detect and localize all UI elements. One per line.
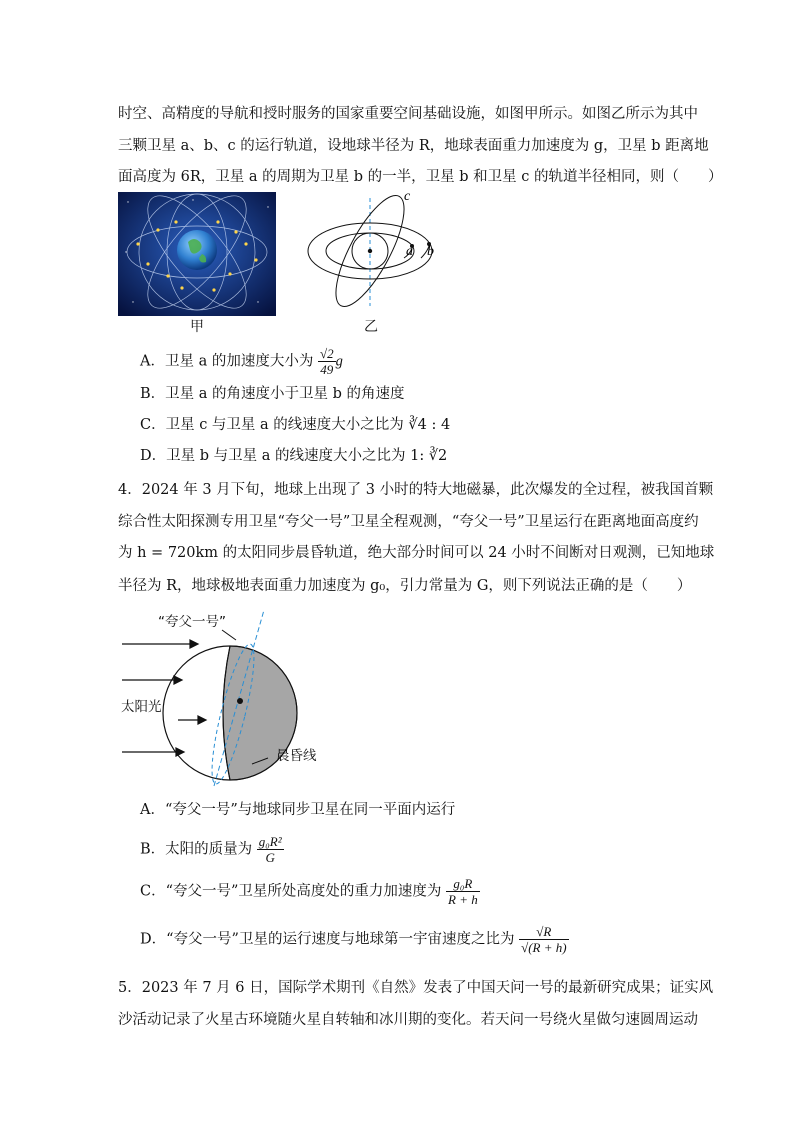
q4-fig-label-sunlight: 太阳光 [121,699,162,715]
q4-option-c [140,876,480,907]
q3-stem-line-1: 时空、高精度的导航和授时服务的国家重要空间基础设施，如图甲所示。如图乙所示为其中 [118,106,698,122]
q4-stem-line-2: 综合性太阳探测专用卫星“夸父一号”卫星全程观测，“夸父一号”卫星运行在距离地面高度约 [118,514,699,530]
q4-option-b [140,834,284,865]
q4-option-d [140,924,569,955]
q4-stem-line-3: 为 h = 720km 的太阳同步晨昏轨道，绝大部分时间可以 24 小时不间断对日观测，已知地球 [118,545,715,561]
q4-option-c-text: C．“夸父一号”卫星所处高度处的重力加速度为 [140,883,442,900]
figure-yi-caption: 乙 [364,319,378,335]
figure-jia-caption: 甲 [190,319,204,335]
q3-option-d: D．卫星 b 与卫星 a 的线速度大小之比为 1: ∛2 [140,448,448,464]
q4-option-d-fraction [519,924,569,955]
q4-option-b-numerator: g₀R² [258,834,282,849]
q3-option-a-denominator: 49 [320,362,334,377]
q3-option-a-numerator: √2 [319,346,334,361]
q3-option-a [140,346,343,377]
q4-fig-label-terminator: 晨昏线 [276,748,317,764]
q4-option-b-fraction [257,834,284,865]
fig-yi-label-a: a [406,244,413,259]
fig-yi-label-b: b [427,244,434,259]
q3-option-a-text: A．卫星 a 的加速度大小为 [140,353,314,370]
q3-option-a-suffix: g [335,353,343,370]
q4-option-d-numerator: √R [519,924,569,940]
q3-option-b: B．卫星 a 的角速度小于卫星 b 的角速度 [140,386,405,402]
q4-option-c-fraction [446,876,480,907]
figure-jia-beidou-image [118,192,276,316]
q3-option-a-fraction [318,346,336,377]
figure-yi-orbit-diagram [300,188,450,312]
q3-stem-line-3: 面高度为 6R，卫星 a 的周期为卫星 b 的一半，卫星 b 和卫星 c 的轨道半径相同，则（ ） [118,169,723,185]
q5-stem-line-2: 沙活动记录了火星古环境随火星自转轴和冰川期的变化。若天问一号绕火星做匀速圆周运动 [118,1012,698,1028]
fig-yi-label-c: c [404,189,411,204]
q4-option-c-denominator: R + h [448,892,478,907]
q4-option-c-numerator: g₀R [446,876,480,892]
q4-option-a: A．“夸父一号”与地球同步卫星在同一平面内运行 [140,802,456,818]
q4-stem-line-1: 4．2024 年 3 月下旬，地球上出现了 3 小时的特大地磁暴，此次爆发的全过程，被我国首颗 [118,482,714,498]
q3-stem-line-2: 三颗卫星 a、b、c 的运行轨道，设地球半径为 R，地球表面重力加速度为 g，卫星 b 距离地 [118,138,709,154]
q5-stem-line-1: 5．2023 年 7 月 6 日，国际学术期刊《自然》发表了中国天问一号的最新研究成果；证实风 [118,980,714,996]
q4-fig-label-satellite: “夸父一号” [158,614,226,630]
q4-option-b-denominator: G [265,850,275,865]
q3-option-c: C．卫星 c 与卫星 a 的线速度大小之比为 ∛4 : 4 [140,417,451,433]
q4-stem-line-4: 半径为 R，地球极地表面重力加速度为 g₀，引力常量为 G，则下列说法正确的是（ ） [118,578,692,594]
q4-option-d-denominator: √(R + h) [521,940,567,955]
q4-option-d-text: D．“夸父一号”卫星的运行速度与地球第一宇宙速度之比为 [140,931,515,948]
q4-option-b-text: B．太阳的质量为 [140,841,253,858]
